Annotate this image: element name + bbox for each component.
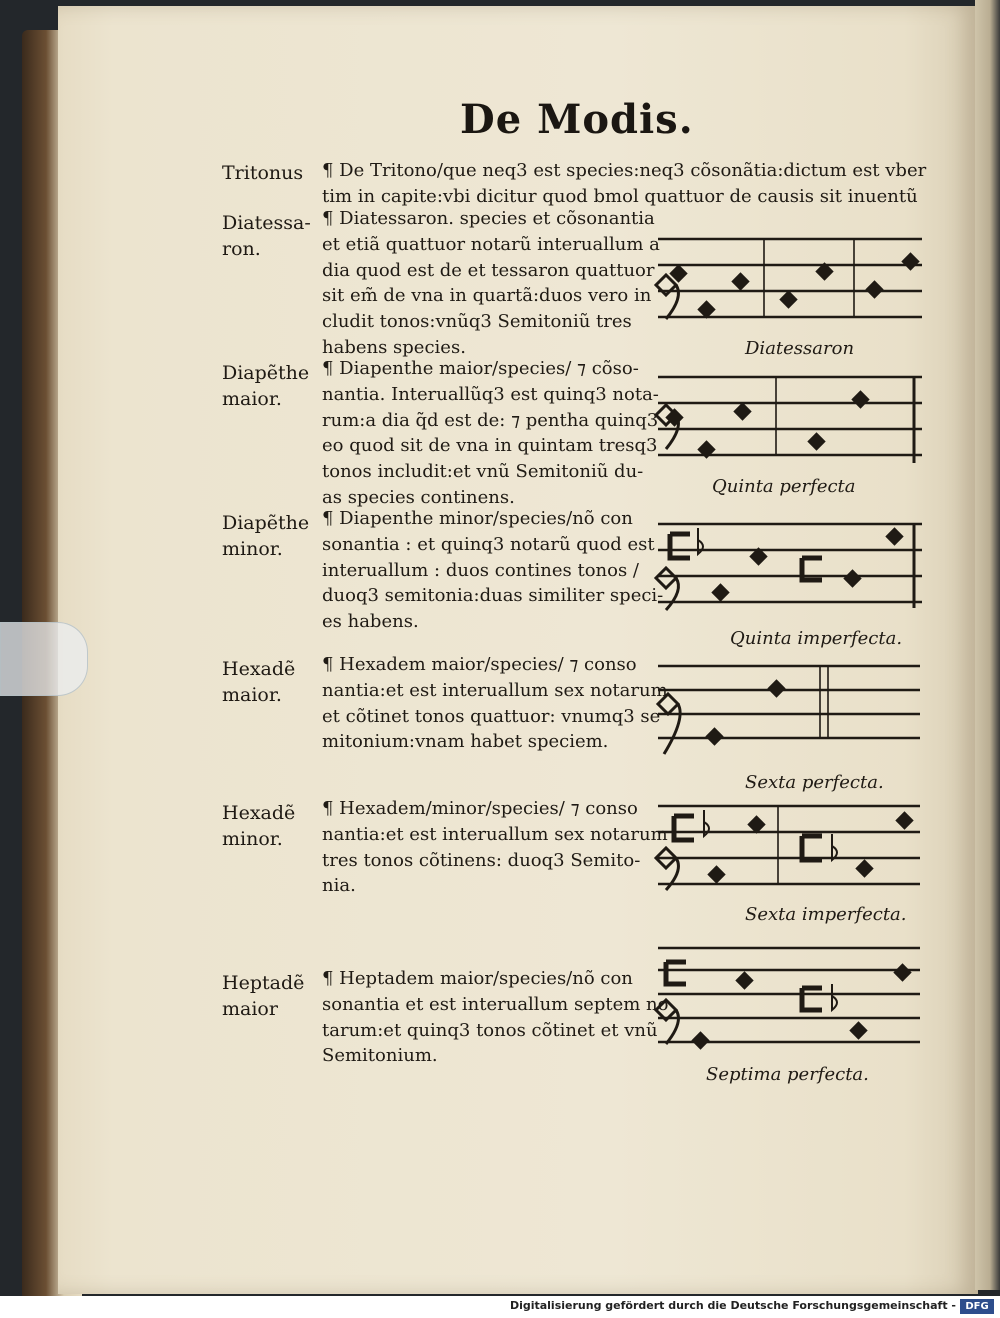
text-line: es habens. [322,611,419,633]
text-line: nia. [322,875,356,897]
page-clip [0,622,88,696]
text-line: sit em̃ de vna in quartã:duos vero in [322,285,652,307]
text-line: ¶ De Tritono/que neq3 est species:neq3 cõsonãtia:dictum est vber [322,160,927,181]
staff-sexta-imperfecta [652,802,924,894]
text-diapenthe-maior [322,356,659,511]
text-line: ¶ Heptadem maior/species/nõ con [322,968,633,989]
staff-quinta-perfecta [652,373,924,465]
staff-sexta-perfecta [652,662,924,758]
text-tritonus [322,158,926,210]
footer-credit: Digitalisierung gefördert durch die Deutsche Forschungsgemeinschaft - [509,1299,956,1312]
margin-note-heptadem-maior: Heptadẽ maior [222,972,305,1020]
margin-note-diatessaron: Diatessa- ron. [222,212,311,260]
margin-note-hexadem-maior: Hexadẽ maior. [222,658,296,706]
staff-diatessaron [652,235,924,327]
text-line: as species continens. [322,486,515,508]
text-line: ¶ Diatessaron. species et cõsonantia [322,208,655,229]
text-line: ¶ Diapenthe minor/species/nõ con [322,508,633,529]
text-hexadem-maior [322,652,668,755]
margin-note-diapenthe-maior: Diapẽthe maior. [222,362,310,410]
caption-septima-perfecta: Septima perfecta. [706,1064,869,1085]
margin-note-tritonus: Tritonus [222,162,304,184]
text-hexadem-minor [322,796,668,899]
text-line: tim in capite:vbi dicitur quod bmol quattuor de causis sit inuentũ [322,185,918,207]
text-diapenthe-minor [322,506,663,635]
text-diatessaron [322,206,660,361]
dfg-logo: DFG [960,1299,994,1314]
caption-quinta-perfecta: Quinta perfecta [712,476,856,497]
text-line: rum:a dia q̃d est de: ⁊ pentha quinq3 [322,409,659,431]
page-title: De Modis. [460,96,694,143]
text-line: interuallum : duos contines tonos / [322,559,639,581]
text-line: et cõtinet tonos quattuor: vnumq3 se [322,705,661,727]
text-line: eo quod sit de vna in quintam tresq3 [322,435,658,457]
text-line: ¶ Hexadem maior/species/ ⁊ conso [322,654,637,675]
caption-diatessaron: Diatessaron [745,338,855,359]
text-line: nantia:et est interuallum sex notarum [322,823,668,845]
caption-sexta-perfecta: Sexta perfecta. [745,772,884,793]
text-line: cludit tonos:vnũq3 Semitoniũ tres [322,311,632,333]
text-line: tonos includit:et vnũ Semitoniũ du- [322,461,644,483]
text-line: nantia:et est interuallum sex notarum [322,679,668,701]
text-line: et etiã quattuor notarũ interuallum a [322,233,660,255]
text-line: ¶ Hexadem/minor/species/ ⁊ conso [322,798,638,819]
text-line: sonantia : et quinq3 notarũ quod est [322,533,655,555]
page-gutter [975,0,1000,1290]
text-line: nantia. Interuallũq3 est quinq3 nota- [322,383,659,405]
text-line: dia quod est de et tessaron quattuor [322,259,655,281]
text-line: duoq3 semitonia:duas similiter speci- [322,585,664,607]
text-heptadem-maior [322,966,668,1069]
text-line: ¶ Diapenthe maior/species/ ⁊ cõso- [322,358,639,379]
staff-quinta-imperfecta [652,520,924,612]
footer-bar [0,1296,1000,1318]
staff-septima-perfecta [652,944,924,1056]
text-line: habens species. [322,336,466,358]
caption-quinta-imperfecta: Quinta imperfecta. [730,628,903,649]
text-line: tres tonos cõtinens: duoq3 Semito- [322,849,641,871]
caption-sexta-imperfecta: Sexta imperfecta. [745,904,907,925]
text-line: sonantia et est interuallum septem no [322,993,669,1015]
margin-note-hexadem-minor: Hexadẽ minor. [222,802,296,850]
text-line: tarum:et quinq3 tonos cõtinet et vnũ [322,1019,658,1041]
margin-note-diapenthe-minor: Diapẽthe minor. [222,512,310,560]
text-line: mitonium:vnam habet speciem. [322,731,609,753]
text-line: Semitonium. [322,1045,438,1067]
